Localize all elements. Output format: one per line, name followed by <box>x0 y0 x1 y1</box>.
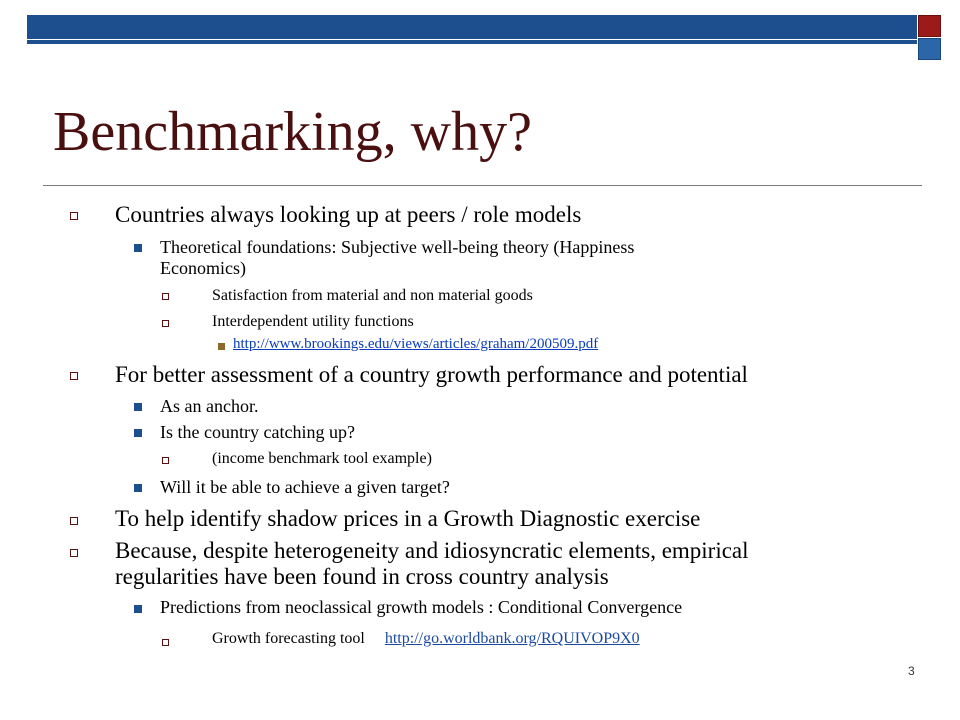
bullet-open-square-icon <box>162 293 169 300</box>
bullet-open-square-icon <box>70 517 78 525</box>
title-divider <box>43 185 922 186</box>
bullet-open-square-icon <box>70 212 78 220</box>
top-bar <box>27 15 917 39</box>
worldbank-link[interactable]: http://go.worldbank.org/RQUIVOP9X0 <box>384 630 640 647</box>
bullet-theoretical-foundations-1: Theoretical foundations: Subjective well-being theory (Happiness <box>160 237 635 257</box>
bullet-achieve-target: Will it be able to achieve a given target? <box>160 477 450 497</box>
link-container <box>233 336 598 353</box>
bullet-income-benchmark: (income benchmark tool example) <box>212 450 432 467</box>
corner-square-red <box>918 15 941 37</box>
top-bar-underline <box>27 40 917 44</box>
bullet-open-square-icon <box>162 320 169 327</box>
growth-forecasting-label: Growth forecasting tool <box>212 630 365 647</box>
bullet-predictions: Predictions from neoclassical growth models : Conditional Convergence <box>160 597 683 617</box>
slide-title: Benchmarking, why? <box>53 101 532 163</box>
bullet-filled-square-icon <box>134 484 142 492</box>
bullet-open-square-icon <box>70 549 78 557</box>
bullet-better-assessment: For better assessment of a country growth performance and potential <box>115 362 748 387</box>
bullet-countries-peers: Countries always looking up at peers / role models <box>115 202 582 227</box>
bullet-because-1: Because, despite heterogeneity and idiosyncratic elements, empirical <box>115 538 749 563</box>
bullet-theoretical-foundations-2: Economics) <box>160 258 246 278</box>
bullet-anchor: As an anchor. <box>160 396 259 416</box>
bullet-open-square-icon <box>70 372 78 380</box>
bullet-filled-square-icon <box>134 244 142 252</box>
corner-square-blue <box>918 38 941 60</box>
bullet-filled-square-icon <box>218 343 225 350</box>
bullet-open-square-icon <box>162 457 169 464</box>
page-number: 3 <box>908 664 915 678</box>
bullet-satisfaction: Satisfaction from material and non material goods <box>212 287 533 304</box>
bullet-open-square-icon <box>162 639 169 646</box>
bullet-growth-forecasting <box>212 630 640 648</box>
bullet-filled-square-icon <box>134 605 142 613</box>
bullet-catching-up: Is the country catching up? <box>160 422 355 442</box>
bullet-interdependent-utility: Interdependent utility functions <box>212 313 414 330</box>
bullet-shadow-prices: To help identify shadow prices in a Growth Diagnostic exercise <box>115 506 701 531</box>
bullet-filled-square-icon <box>134 429 142 437</box>
bullet-filled-square-icon <box>134 403 142 411</box>
bullet-because-2: regularities have been found in cross country analysis <box>115 564 609 589</box>
brookings-link[interactable]: http://www.brookings.edu/views/articles/graham/200509.pdf <box>233 336 599 352</box>
